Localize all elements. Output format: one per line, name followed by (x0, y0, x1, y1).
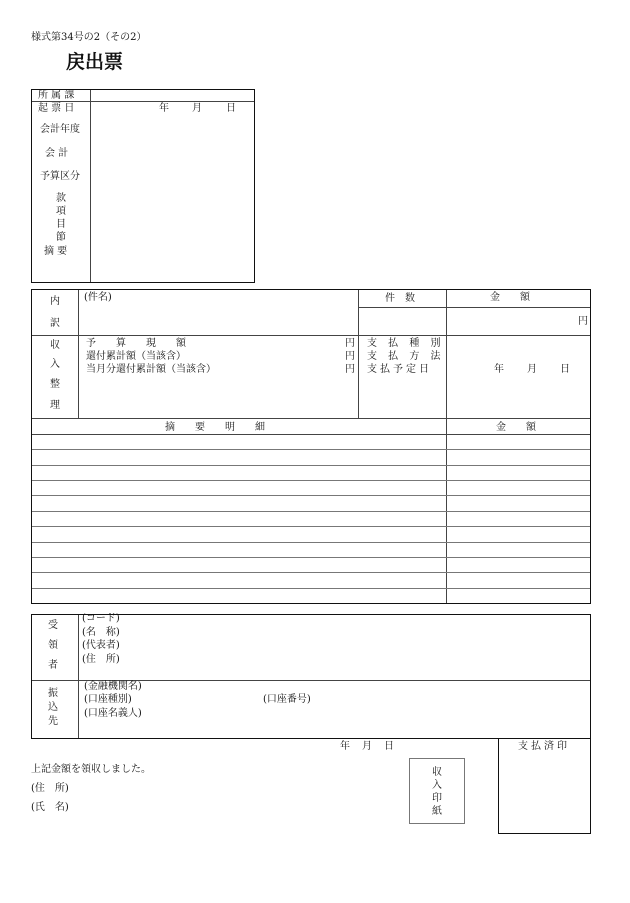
receipt-date-year: 年 (340, 741, 350, 752)
revenue-stamp-2: 入 (432, 780, 442, 791)
main-table-hline-uchiwake (32, 335, 590, 336)
receipt-name-label: (氏 名) (31, 802, 69, 813)
detail-row-rule (32, 588, 590, 589)
label-issue-date: 起 票 日 (38, 103, 75, 114)
recipient-table-divider (78, 615, 79, 738)
label-fiscal-year: 会計年度 (40, 124, 80, 135)
recipient-representative: (代表者) (82, 640, 120, 651)
budget-row-refund-total: 還付累計額（当該含） (86, 351, 186, 362)
label-transfer-2: 込 (48, 702, 58, 713)
label-moku: 目 (56, 219, 66, 230)
detail-header-rule (32, 434, 590, 435)
detail-row-rule (32, 572, 590, 573)
detail-row-rule (32, 480, 590, 481)
label-subject: (件名) (84, 292, 112, 303)
main-table-vline-label (78, 290, 79, 418)
detail-row-rule (32, 557, 590, 558)
main-table-vline-count (358, 290, 359, 418)
detail-row-rule (32, 511, 590, 512)
budget-yen-3: 円 (345, 364, 355, 375)
payment-date-day: 日 (560, 364, 570, 375)
revenue-stamp-1: 収 (432, 767, 442, 778)
issue-date-year: 年 (159, 103, 169, 114)
budget-yen-1: 円 (345, 338, 355, 349)
detail-header-amount: 金 額 (496, 422, 536, 433)
main-table-hline-shunyu (32, 418, 590, 419)
detail-row-rule (32, 542, 590, 543)
receipt-statement: 上記金額を領収しました。 (31, 764, 151, 775)
payment-due-label: 支払予定日 (367, 364, 432, 375)
transfer-bank: (金融機関名) (84, 681, 142, 692)
label-uchiwake-1: 内 (50, 296, 60, 307)
payment-date-year: 年 (494, 364, 504, 375)
label-uchiwake-2: 訳 (50, 318, 60, 329)
detail-header-desc: 摘 要 明 細 (165, 422, 265, 433)
label-recipient-3: 者 (48, 660, 58, 671)
detail-row-rule (32, 449, 590, 450)
label-accounting: 会 計 (45, 148, 69, 159)
label-transfer-3: 先 (48, 716, 58, 727)
detail-row-rule (32, 465, 590, 466)
label-recipient-1: 受 (48, 620, 58, 631)
recipient-address: (住 所) (82, 654, 120, 665)
budget-yen-2: 円 (345, 351, 355, 362)
label-recipient-2: 領 (48, 640, 58, 651)
label-kan: 款 (56, 193, 66, 204)
budget-row-month-refund: 当月分還付累計額（当該含） (86, 364, 216, 375)
label-shunyu-1: 収 (50, 340, 60, 351)
form-number: 様式第34号の2（その2） (31, 32, 147, 43)
payment-date-month: 月 (527, 364, 537, 375)
transfer-account-number: (口座番号) (263, 694, 311, 705)
page-title: 戻出票 (66, 51, 124, 73)
budget-row-current: 予 算 現 額 (86, 338, 186, 349)
label-department: 所 属 課 (38, 90, 75, 101)
recipient-code: (コード) (82, 613, 120, 624)
detail-row-rule (32, 526, 590, 527)
issue-date-day: 日 (226, 103, 236, 114)
label-shunyu-2: 入 (50, 359, 60, 370)
label-shunyu-3: 整 (50, 379, 60, 390)
main-table-hline-header (359, 307, 590, 308)
label-setsu: 節 (56, 232, 66, 243)
payment-type-label: 支 払 種 別 (367, 338, 445, 349)
recipient-name: (名 称) (82, 627, 120, 638)
issue-date-month: 月 (192, 103, 202, 114)
header-count: 件 数 (385, 293, 415, 304)
label-shunyu-4: 理 (50, 400, 60, 411)
receipt-date-month: 月 (362, 741, 372, 752)
label-budget-class: 予算区分 (40, 171, 80, 182)
label-transfer-1: 振 (48, 688, 58, 699)
transfer-account-type: (口座種別) (84, 694, 132, 705)
receipt-date-day: 日 (384, 741, 394, 752)
amount-yen-unit: 円 (578, 316, 588, 327)
header-amount: 金 額 (490, 292, 530, 303)
paid-stamp-label: 支払済印 (518, 741, 570, 752)
label-kou: 項 (56, 206, 66, 217)
detail-row-rule (32, 495, 590, 496)
receipt-address-label: (住 所) (31, 783, 69, 794)
top-table-divider (90, 90, 91, 282)
revenue-stamp-3: 印 (432, 793, 442, 804)
transfer-account-holder: (口座名義人) (84, 708, 142, 719)
revenue-stamp-4: 紙 (432, 806, 442, 817)
label-summary: 摘 要 (44, 246, 68, 257)
payment-method-label: 支 払 方 法 (367, 351, 445, 362)
